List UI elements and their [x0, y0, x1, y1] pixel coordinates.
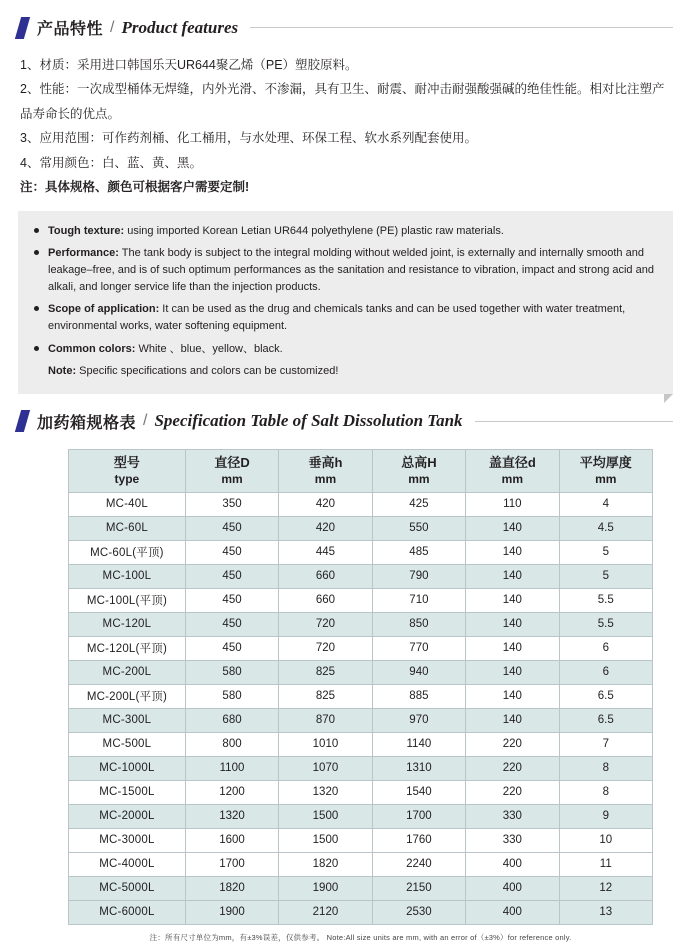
cell-value: 110 — [466, 492, 559, 516]
table-row — [69, 612, 653, 636]
spec-heading-en-text: Specification Table of Salt Dissolution Tank — [154, 411, 463, 431]
cell-value: 1320 — [279, 780, 372, 804]
cell-model: MC-200L(平顶) — [69, 684, 186, 708]
column-header-vertical-height — [279, 449, 372, 492]
cell-model: MC-3000L — [69, 828, 186, 852]
cell-model: MC-5000L — [69, 876, 186, 900]
english-feature-label: Common colors: — [48, 342, 136, 355]
cell-value: 9 — [559, 804, 652, 828]
cell-value: 1820 — [185, 876, 278, 900]
english-feature-label: Note: — [48, 364, 77, 377]
cell-value: 425 — [372, 492, 465, 516]
cell-value: 1820 — [279, 852, 372, 876]
column-header-lid-diameter — [466, 449, 559, 492]
cell-value: 1320 — [185, 804, 278, 828]
bullet-icon — [34, 250, 39, 255]
cell-value: 720 — [279, 612, 372, 636]
heading-accent-bar — [15, 17, 30, 39]
cell-value: 800 — [185, 732, 278, 756]
english-feature-text: using imported Korean Letian UR644 polyethylene (PE) plastic raw materials. — [124, 225, 504, 238]
cell-value: 940 — [372, 660, 465, 684]
cell-value: 1500 — [279, 828, 372, 852]
cell-model: MC-120L — [69, 612, 186, 636]
cell-value: 450 — [185, 516, 278, 540]
table-row — [69, 588, 653, 612]
table-row — [69, 732, 653, 756]
column-header-en: mm — [595, 472, 617, 487]
bullet-icon — [34, 346, 39, 351]
cell-value: 330 — [466, 828, 559, 852]
cell-value: 8 — [559, 756, 652, 780]
english-feature-label: Tough texture: — [48, 225, 125, 238]
feature-cn-line-1: 1、材质：采用进口韩国乐天UR644聚乙烯（PE）塑胶原料。 — [20, 58, 358, 72]
cell-value: 5 — [559, 564, 652, 588]
column-header-en: mm — [221, 472, 243, 487]
cell-model: MC-1500L — [69, 780, 186, 804]
cell-value: 790 — [372, 564, 465, 588]
cell-value: 6 — [559, 636, 652, 660]
heading-en-text: Product features — [121, 17, 239, 37]
table-header-row — [69, 449, 653, 492]
cell-value: 660 — [279, 588, 372, 612]
table-row — [69, 684, 653, 708]
cell-value: 710 — [372, 588, 465, 612]
column-header-total-height — [372, 449, 465, 492]
cell-value: 660 — [279, 564, 372, 588]
table-row — [69, 708, 653, 732]
spec-table-body — [69, 492, 653, 924]
heading-rule — [475, 421, 673, 422]
cell-value: 825 — [279, 660, 372, 684]
cell-value: 450 — [185, 636, 278, 660]
cell-model: MC-100L(平顶) — [69, 588, 186, 612]
cell-value: 5 — [559, 540, 652, 564]
cell-value: 450 — [185, 540, 278, 564]
cell-value: 1140 — [372, 732, 465, 756]
cell-value: 13 — [559, 900, 652, 924]
column-header-average-thickness — [559, 449, 652, 492]
table-row — [69, 900, 653, 924]
cell-value: 1700 — [185, 852, 278, 876]
column-header-cn: 总高H — [401, 454, 437, 470]
english-feature-note — [34, 363, 657, 380]
cell-value: 420 — [279, 516, 372, 540]
cell-value: 1700 — [372, 804, 465, 828]
cell-value: 1760 — [372, 828, 465, 852]
cell-value: 220 — [466, 732, 559, 756]
cell-value: 1070 — [279, 756, 372, 780]
cell-value: 1540 — [372, 780, 465, 804]
cell-value: 450 — [185, 564, 278, 588]
cell-value: 140 — [466, 708, 559, 732]
cell-value: 720 — [279, 636, 372, 660]
cell-value: 6 — [559, 660, 652, 684]
cell-value: 4.5 — [559, 516, 652, 540]
cell-model: MC-120L(平顶) — [69, 636, 186, 660]
table-row — [69, 780, 653, 804]
cell-value: 1900 — [185, 900, 278, 924]
table-row — [69, 492, 653, 516]
cell-value: 6.5 — [559, 684, 652, 708]
table-row — [69, 540, 653, 564]
cell-value: 445 — [279, 540, 372, 564]
table-row — [69, 564, 653, 588]
cell-value: 140 — [466, 660, 559, 684]
cell-value: 400 — [466, 852, 559, 876]
spec-table — [68, 449, 653, 925]
cell-model: MC-500L — [69, 732, 186, 756]
column-header-en: type — [114, 472, 140, 487]
product-features-heading — [18, 0, 673, 39]
spec-table-wrapper — [68, 449, 653, 943]
bullet-icon — [34, 306, 39, 311]
column-header-cn: 盖直径d — [488, 454, 536, 470]
cell-value: 5.5 — [559, 612, 652, 636]
column-header-type — [69, 449, 186, 492]
cell-value: 2530 — [372, 900, 465, 924]
cell-value: 870 — [279, 708, 372, 732]
cell-model: MC-200L — [69, 660, 186, 684]
cell-model: MC-1000L — [69, 756, 186, 780]
cell-value: 550 — [372, 516, 465, 540]
column-header-diameter-d — [185, 449, 278, 492]
cell-model: MC-300L — [69, 708, 186, 732]
cell-value: 220 — [466, 756, 559, 780]
spec-table-head — [69, 449, 653, 492]
features-chinese-block — [20, 53, 673, 199]
english-feature-label: Performance: — [48, 247, 119, 260]
column-header-en: mm — [501, 472, 523, 487]
cell-value: 1500 — [279, 804, 372, 828]
table-row — [69, 756, 653, 780]
cell-value: 1010 — [279, 732, 372, 756]
cell-model: MC-40L — [69, 492, 186, 516]
feature-cn-note: 注：具体规格、颜色可根据客户需要定制! — [20, 179, 250, 194]
spec-table-heading — [18, 394, 673, 433]
english-feature-label: Scope of application: — [48, 303, 160, 316]
spec-heading-cn-text: 加药箱规格表 — [37, 414, 137, 432]
feature-cn-line-4: 4、常用颜色：白、蓝、黄、黑。 — [20, 155, 202, 170]
cell-value: 2240 — [372, 852, 465, 876]
heading-slash: / — [110, 18, 115, 36]
cell-model: MC-60L — [69, 516, 186, 540]
english-feature-text: White 、blue、yellow、black. — [135, 342, 283, 355]
cell-model: MC-2000L — [69, 804, 186, 828]
table-row — [69, 516, 653, 540]
cell-value: 330 — [466, 804, 559, 828]
english-feature-text: The tank body is subject to the integral molding without welded joint, is externally and internally smooth and leakage–free, and is of such optimum performances as the sanitation and resistance to vibration, impact and strong acid and alkali, and longer service life than the injection products. — [48, 247, 654, 294]
cell-value: 680 — [185, 708, 278, 732]
feature-cn-line-3: 3、应用范围：可作药剂桶、化工桶用，与水处理、环保工程、软水系列配套使用。 — [20, 131, 477, 146]
cell-value: 140 — [466, 516, 559, 540]
english-feature-item — [34, 245, 657, 296]
cell-value: 10 — [559, 828, 652, 852]
cell-model: MC-6000L — [69, 900, 186, 924]
english-feature-text: Specific specifications and colors can be customized! — [76, 364, 339, 377]
cell-value: 485 — [372, 540, 465, 564]
cell-value: 5.5 — [559, 588, 652, 612]
cell-value: 1100 — [185, 756, 278, 780]
table-footnote: 注：所有尺寸单位为mm，有±3%误差，仅供参考。 Note:All size units are mm, with an error of（±3%）for reference only. — [149, 932, 572, 942]
feature-cn-line-2: 2、性能：一次成型桶体无焊缝，内外光滑、不渗漏，具有卫生、耐震、耐冲击耐强酸强碱的绝佳性能。相对比注塑产品寿命长的优点。 — [20, 82, 665, 121]
cell-value: 8 — [559, 780, 652, 804]
table-row — [69, 876, 653, 900]
cell-value: 140 — [466, 564, 559, 588]
cell-value: 7 — [559, 732, 652, 756]
table-row — [69, 852, 653, 876]
cell-value: 770 — [372, 636, 465, 660]
english-feature-item — [34, 223, 657, 240]
cell-value: 1900 — [279, 876, 372, 900]
column-header-cn: 平均厚度 — [579, 454, 632, 470]
cell-model: MC-100L — [69, 564, 186, 588]
cell-value: 140 — [466, 684, 559, 708]
cell-model: MC-60L(平顶) — [69, 540, 186, 564]
cell-value: 4 — [559, 492, 652, 516]
cell-value: 12 — [559, 876, 652, 900]
english-feature-item — [34, 301, 657, 335]
cell-value: 6.5 — [559, 708, 652, 732]
cell-value: 885 — [372, 684, 465, 708]
column-header-cn: 直径D — [214, 454, 250, 470]
cell-value: 140 — [466, 612, 559, 636]
cell-value: 2120 — [279, 900, 372, 924]
cell-value: 850 — [372, 612, 465, 636]
english-feature-item — [34, 341, 657, 358]
heading-rule — [250, 27, 673, 28]
table-row — [69, 828, 653, 852]
heading-cn-text: 产品特性 — [37, 21, 104, 38]
cell-value: 580 — [185, 660, 278, 684]
features-english-panel — [18, 211, 673, 393]
cell-value: 400 — [466, 876, 559, 900]
cell-value: 2150 — [372, 876, 465, 900]
column-header-cn: 垂高h — [308, 454, 343, 470]
cell-value: 825 — [279, 684, 372, 708]
cell-value: 1200 — [185, 780, 278, 804]
cell-value: 220 — [466, 780, 559, 804]
cell-value: 450 — [185, 588, 278, 612]
cell-value: 1600 — [185, 828, 278, 852]
heading-accent-bar — [15, 410, 30, 432]
cell-value: 140 — [466, 636, 559, 660]
cell-value: 11 — [559, 852, 652, 876]
cell-value: 580 — [185, 684, 278, 708]
column-header-en: mm — [408, 472, 430, 487]
table-row — [69, 660, 653, 684]
cell-value: 400 — [466, 900, 559, 924]
column-header-en: mm — [314, 472, 337, 487]
cell-value: 420 — [279, 492, 372, 516]
cell-value: 450 — [185, 612, 278, 636]
cell-value: 140 — [466, 588, 559, 612]
spec-heading-slash: / — [143, 412, 148, 430]
table-row — [69, 636, 653, 660]
cell-value: 140 — [466, 540, 559, 564]
cell-value: 970 — [372, 708, 465, 732]
table-row — [69, 804, 653, 828]
cell-model: MC-4000L — [69, 852, 186, 876]
bullet-icon — [34, 228, 39, 233]
english-feature-text: It can be used as the drug and chemicals tanks and can be used together with water treatment, environmental works, water softening equipment. — [48, 303, 626, 333]
cell-value: 350 — [185, 492, 278, 516]
cell-value: 1310 — [372, 756, 465, 780]
column-header-cn: 型号 — [113, 454, 140, 470]
